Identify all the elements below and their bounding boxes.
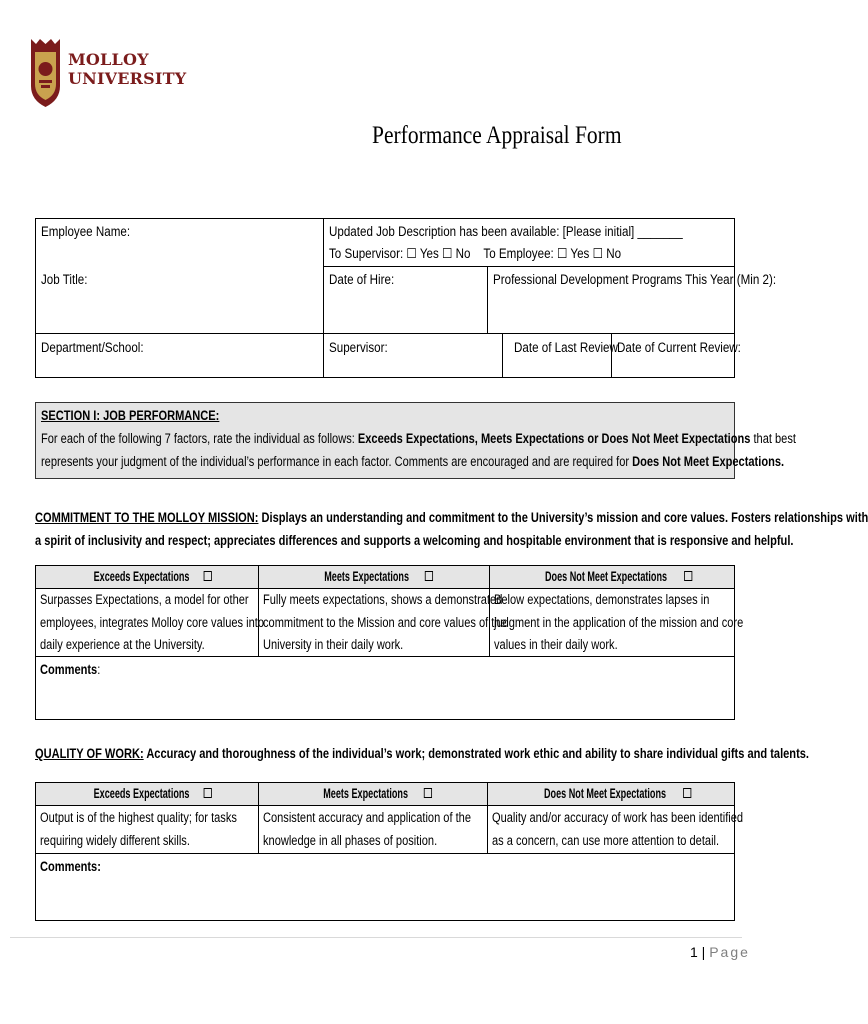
molloy-logo — [30, 38, 186, 108]
commitment-meets-option[interactable]: Meets Expectations — [258, 566, 489, 588]
job-title-field[interactable] — [41, 271, 95, 289]
checkbox-icon[interactable] — [203, 788, 211, 798]
commitment-title: COMMITMENT TO THE MOLLOY MISSION: — [35, 510, 259, 525]
section-1-box — [35, 402, 796, 479]
checkbox-icon[interactable] — [682, 788, 690, 798]
date-last-review-label: Date of Last Review — [514, 340, 618, 355]
checkbox-icon[interactable] — [423, 788, 431, 798]
quality-exceeds-text: Output is of the highest quality; for tasks requiring widely different skills. — [40, 810, 237, 848]
date-current-review-label: Date of Current Review: — [617, 340, 741, 355]
quality-rating-table — [35, 782, 744, 921]
department-field[interactable] — [41, 339, 160, 357]
section-1-instructions-2: represents your judgment of the individual’s performance in each factor. Comments are encouraged and are required for Does Not Meet Expectations. — [41, 454, 785, 469]
job-description-label: Updated Job Description has been available: [Please initial] _______ — [329, 224, 683, 239]
professional-development-field[interactable] — [493, 271, 822, 289]
commitment-not-meet-option[interactable]: Does Not Meet Expectations — [489, 566, 734, 588]
employee-info-table — [35, 218, 777, 378]
section-1-instructions-1: For each of the following 7 factors, rate the individual as follows: Exceeds Expectations, Meets Expectations or Does Not Meet Expectations that best — [41, 431, 796, 446]
quality-meets-text: Consistent accuracy and application of the knowledge in all phases of position. — [263, 810, 471, 848]
quality-not-meet-option[interactable]: Does Not Meet Expectations — [487, 783, 734, 805]
professional-development-label: Professional Development Programs This Year (Min 2): — [493, 272, 777, 287]
commitment-exceeds-text: Surpasses Expectations, a model for other employees, integrates Molloy core values into daily experience at the University. — [40, 592, 264, 652]
date-of-hire-label: Date of Hire: — [329, 272, 395, 287]
checkbox-icon[interactable] — [203, 571, 211, 581]
commitment-heading: COMMITMENT TO THE MOLLOY MISSION: Displays an understanding and commitment to the University’s mission and core values. Fosters relationships with — [35, 510, 868, 525]
quality-exceeds-option[interactable]: Exceeds Expectations — [36, 783, 258, 805]
quality-title: QUALITY OF WORK: — [35, 746, 144, 761]
job-description-acknowledge — [329, 245, 669, 263]
footer-divider — [10, 937, 742, 938]
to-supervisor-checkboxes[interactable]: To Supervisor: ☐ Yes ☐ No — [329, 246, 471, 261]
page-title: Performance Appraisal Form — [372, 122, 622, 149]
quality-not-meet-text: Quality and/or accuracy of work has been identified as a concern, can use more attention to detail. — [492, 810, 744, 848]
checkbox-icon[interactable] — [683, 571, 691, 581]
quality-meets-option[interactable]: Meets Expectations — [258, 783, 487, 805]
university-crest-icon — [30, 38, 61, 108]
commitment-not-meet-text: Below expectations, demonstrates lapses in judgment in the application of the mission and core values in their daily work. — [494, 592, 744, 652]
quality-comments-field[interactable] — [40, 856, 101, 879]
logo-line-2: UNIVERSITY — [68, 69, 187, 88]
page-footer: 1 | Page — [690, 944, 750, 960]
quality-comments-label: Comments: — [40, 859, 101, 874]
date-current-review-field[interactable] — [617, 339, 761, 357]
page-number: 1 — [690, 944, 698, 960]
commitment-rating-table — [35, 565, 744, 720]
commitment-comments-field[interactable]: Comments: — [40, 662, 101, 677]
job-description-field[interactable] — [329, 223, 740, 241]
commitment-description: a spirit of inclusivity and respect; appreciates differences and supports a welcoming and hospitable environment that is responsive and helpful. — [35, 533, 794, 548]
supervisor-field[interactable] — [329, 339, 397, 357]
to-employee-checkboxes[interactable]: To Employee: ☐ Yes ☐ No — [483, 246, 622, 261]
checkbox-icon[interactable] — [424, 571, 432, 581]
supervisor-label: Supervisor: — [329, 340, 388, 355]
section-1-heading: SECTION I: JOB PERFORMANCE: — [41, 408, 220, 423]
quality-heading: QUALITY OF WORK: Accuracy and thoroughness of the individual’s work; demonstrated work ethic and ability to share individual gifts and talents. — [35, 746, 809, 761]
job-title-label: Job Title: — [41, 272, 88, 287]
department-label: Department/School: — [41, 340, 144, 355]
page-label: Page — [709, 944, 750, 960]
logo-line-1: MOLLOY — [68, 50, 149, 69]
date-of-hire-field[interactable] — [329, 271, 405, 289]
commitment-exceeds-option[interactable]: Exceeds Expectations — [36, 566, 258, 588]
commitment-meets-text: Fully meets expectations, shows a demonstrated commitment to the Mission and core values of the University in their daily work. — [263, 592, 507, 652]
employee-name-label: Employee Name: — [41, 224, 131, 239]
employee-name-field[interactable] — [41, 223, 145, 241]
commitment-comments-label: Comments — [40, 662, 98, 677]
